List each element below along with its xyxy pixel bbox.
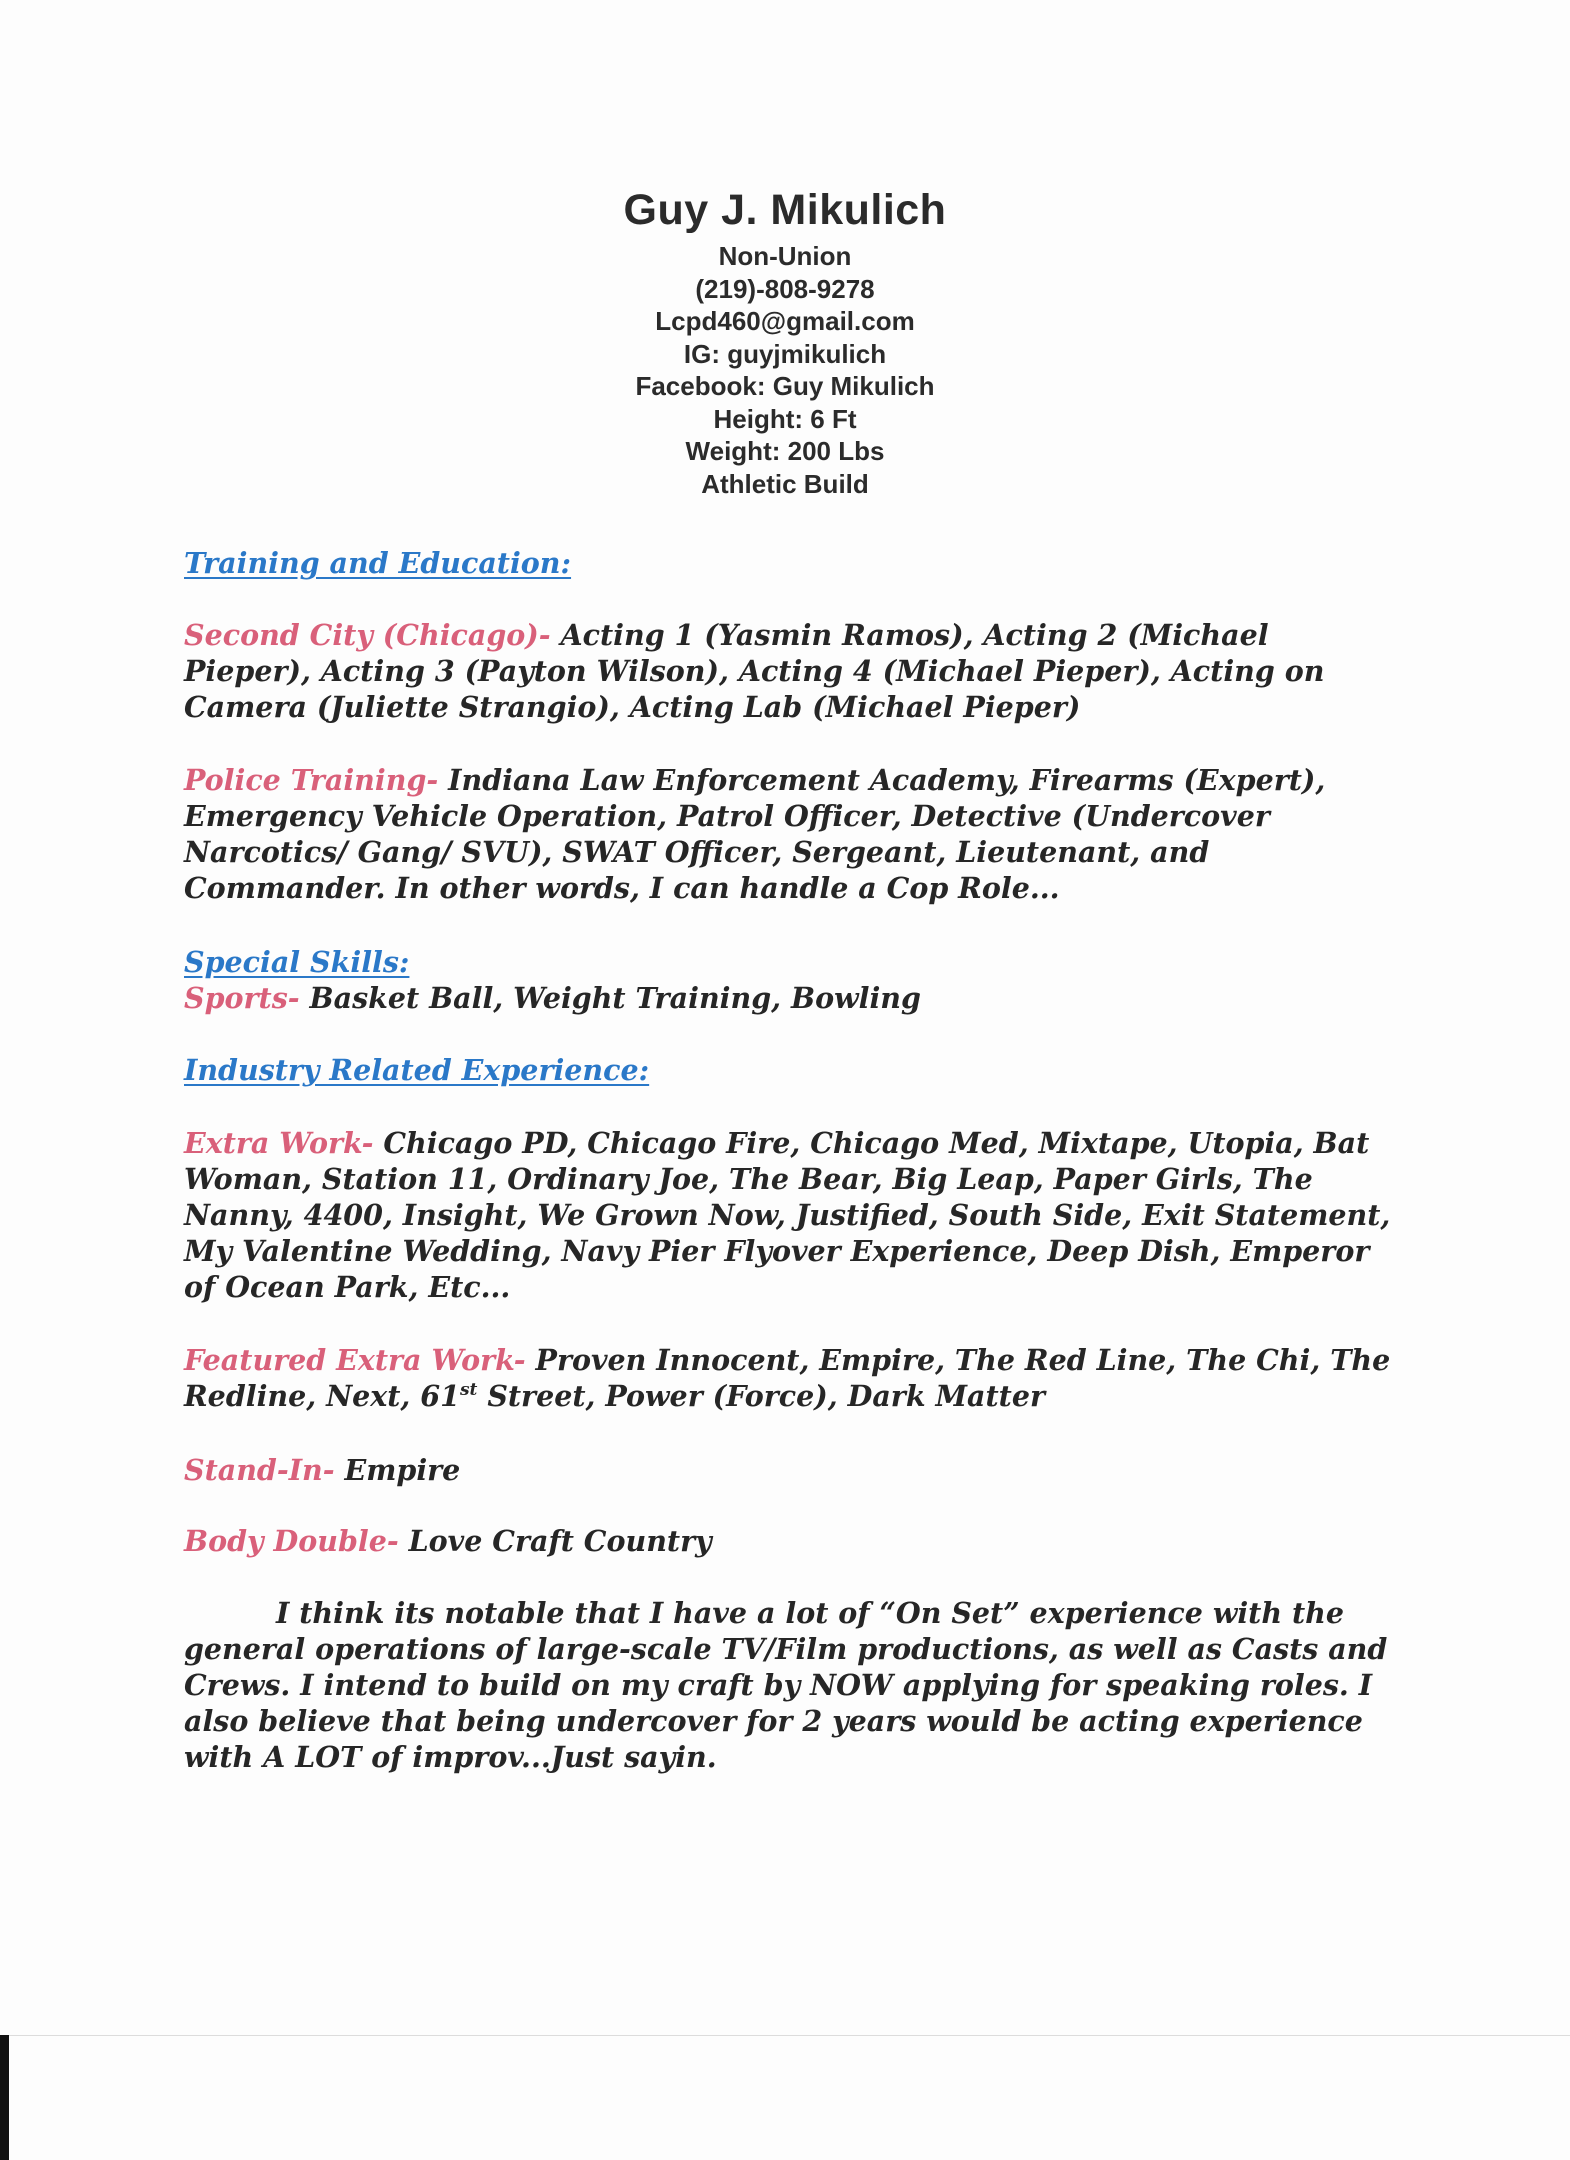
special-skills-section — [184, 944, 1394, 1016]
build: Athletic Build — [701, 468, 869, 499]
sports-details: Basket Ball, Weight Training, Bowling — [309, 981, 921, 1015]
stand-in-entry — [184, 1452, 1394, 1488]
phone-number: (219)-808-9278 — [695, 273, 875, 304]
height: Height: 6 Ft — [713, 403, 857, 434]
stand-in-details: Empire — [344, 1453, 461, 1487]
industry-experience-heading: Industry Related Experience: — [184, 1053, 650, 1087]
body-double-details: Love Craft Country — [408, 1524, 712, 1558]
sports-entry — [184, 980, 1394, 1016]
featured-extra-details-a: Proven Innocent, Empire, The Red Line, The Chi, The Redline, Next, 61 — [184, 1343, 1391, 1413]
body-double-label: Body Double- — [184, 1524, 399, 1558]
body-double-entry — [184, 1523, 1394, 1559]
police-training-label: Police Training- — [184, 763, 439, 797]
second-city-entry — [184, 617, 1394, 725]
featured-extra-label: Featured Extra Work- — [184, 1343, 526, 1377]
facebook-handle: Facebook: Guy Mikulich — [635, 371, 935, 401]
email-address: Lcpd460@gmail.com — [655, 306, 915, 336]
ordinal-suffix: st — [459, 1380, 478, 1400]
extra-work-entry — [184, 1125, 1394, 1305]
stand-in-label: Stand-In- — [184, 1453, 335, 1487]
closing-statement — [184, 1595, 1394, 1775]
applicant-name: Guy J. Mikulich — [623, 186, 947, 234]
scan-edge — [0, 2035, 1570, 2036]
extra-work-details: Chicago PD, Chicago Fire, Chicago Med, Mixtape, Utopia, Bat Woman, Station 11, Ordinary Joe, The Bear, Big Leap, Paper Girls, The Nanny, 4400, Insight, We Grown Now, Justified, South Side, Exit Statement, My Valentine Wedding, Navy Pier Flyover Experience, Deep Dish, Emperor of Ocean Park, Etc... — [184, 1126, 1391, 1304]
resume-header — [0, 180, 1570, 500]
weight: Weight: 200 Lbs — [685, 436, 885, 466]
featured-extra-details-b: Street, Power (Force), Dark Matter — [477, 1379, 1045, 1413]
sports-label: Sports- — [184, 981, 300, 1015]
union-status: Non-Union — [718, 241, 852, 271]
training-education-heading: Training and Education: — [184, 546, 572, 580]
police-training-entry — [184, 762, 1394, 906]
second-city-label: Second City (Chicago)- — [184, 618, 551, 652]
special-skills-heading: Special Skills: — [184, 945, 410, 979]
extra-work-label: Extra Work- — [184, 1126, 374, 1160]
police-training-details: Indiana Law Enforcement Academy, Firearms (Expert), Emergency Vehicle Operation, Patrol Officer, Detective (Undercover Narcotics/ Gang/ SVU), SWAT Officer, Sergeant, Lieutenant, and Commander. In other words, I can handle a Cop Role... — [184, 763, 1326, 905]
instagram-handle: IG: guyjmikulich — [683, 338, 887, 369]
closing-statement-text: I think its notable that I have a lot of “On Set” experience with the general operations of large-scale TV/Film productions, as well as Casts and Crews. I intend to build on my craft by NOW applying for speaking roles. I also believe that being undercover for 2 years would be acting experience with A LOT of improv...Just sayin. — [184, 1596, 1388, 1774]
second-city-details: Acting 1 (Yasmin Ramos), Acting 2 (Michael Pieper), Acting 3 (Payton Wilson), Acting 4 (Michael Pieper), Acting on Camera (Juliette Strangio), Acting Lab (Michael Pieper) — [184, 618, 1325, 724]
scan-shadow — [0, 2035, 9, 2160]
featured-extra-entry — [184, 1342, 1394, 1414]
